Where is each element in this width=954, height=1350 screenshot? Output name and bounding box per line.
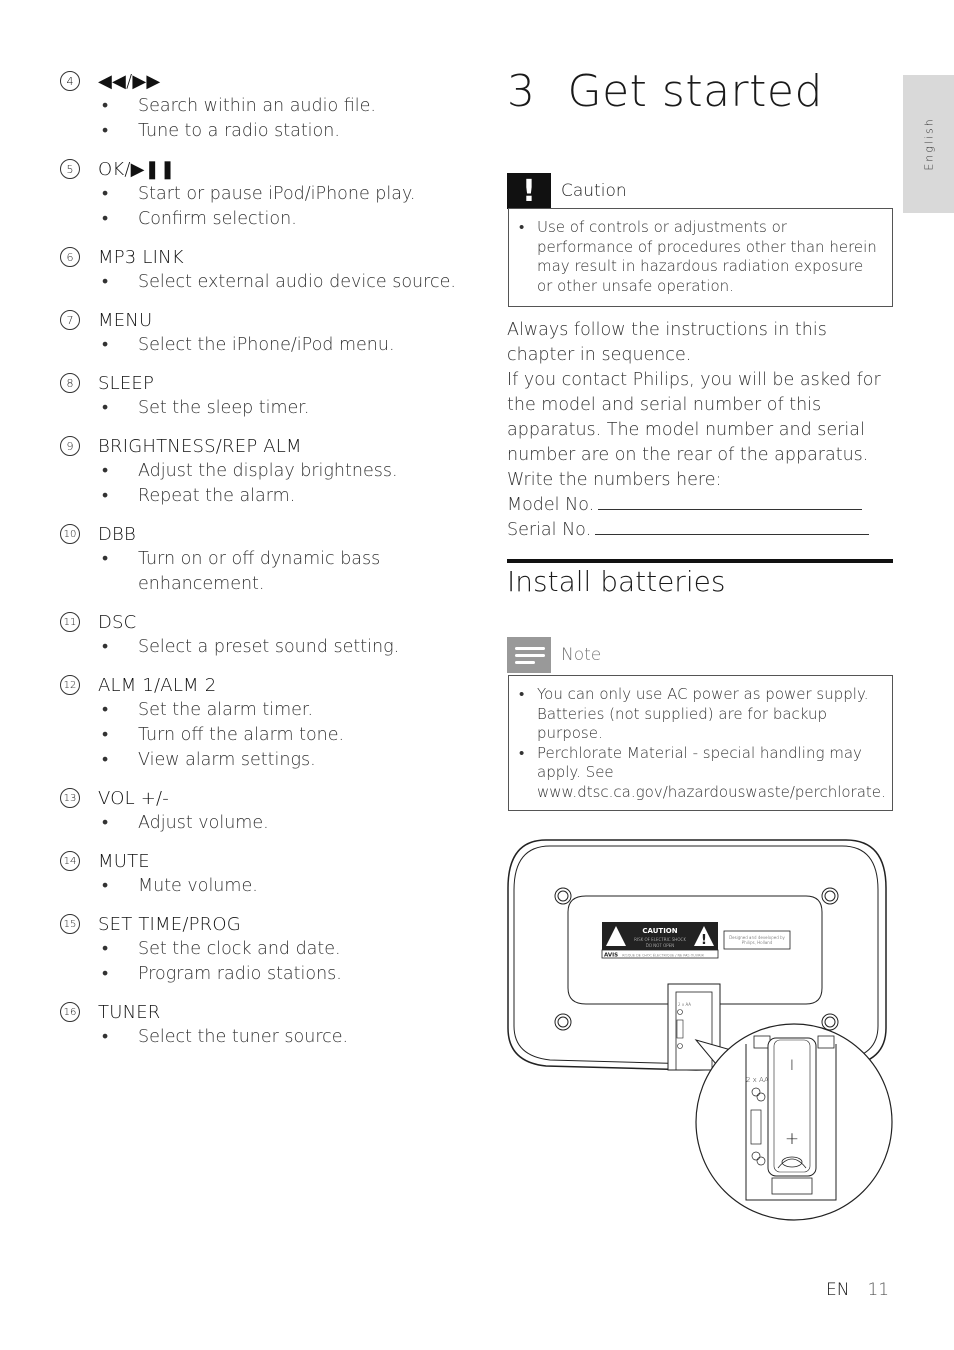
function-item-13 <box>60 785 480 836</box>
serial-number-label: Serial No. <box>507 520 592 540</box>
battery-text-small: 2 x AA <box>678 1002 692 1007</box>
note-item: • You can only use AC power as power supply. Batteries (not supplied) are for backup purpose. <box>537 685 880 744</box>
item-title: MUTE <box>98 850 150 872</box>
function-item-15 <box>60 911 480 987</box>
function-item-8 <box>60 370 480 421</box>
note-lines-icon <box>507 637 551 673</box>
caution-box <box>508 208 893 307</box>
designed-label-line1: Designed and developed by <box>729 935 785 940</box>
screw-hole <box>822 888 838 904</box>
item-title: DSC <box>98 611 137 633</box>
function-item-5 <box>60 156 480 232</box>
bullet-item: • Select a preset sound setting. <box>138 635 480 660</box>
item-number-circle: 7 <box>60 310 80 330</box>
item-bullets <box>60 459 480 509</box>
battery-text-zoom: 2 x AA <box>746 1076 769 1084</box>
item-bullets <box>60 94 480 144</box>
item-number-circle: 5 <box>60 159 80 179</box>
item-title: DBB <box>98 523 137 545</box>
item-number-circle: 8 <box>60 373 80 393</box>
bullet-item: • Turn off the alarm tone. <box>138 723 480 748</box>
bullet-item: • Select the tuner source. <box>138 1025 480 1050</box>
bullet-item: • Select external audio device source. <box>138 270 480 295</box>
screw-hole <box>555 1014 571 1030</box>
note-list <box>537 685 886 802</box>
section-title: Install batteries <box>507 565 726 598</box>
item-number-circle: 10 <box>60 524 80 544</box>
note-box <box>508 675 893 811</box>
bullet-item: • Start or pause iPod/iPhone play. <box>138 182 480 207</box>
note-header <box>507 637 601 673</box>
bullet-item: • Adjust the display brightness. <box>138 459 480 484</box>
footer-lang: EN <box>826 1280 850 1300</box>
item-title: VOL +/- <box>98 787 169 809</box>
item-number-circle: 9 <box>60 436 80 456</box>
serial-number-line <box>507 518 897 543</box>
item-bullets <box>60 547 480 597</box>
bullet-item: • Turn on or off dynamic bass enhancement. <box>138 547 480 597</box>
function-item-11 <box>60 609 480 660</box>
item-title: MP3 LINK <box>98 246 184 268</box>
bullet-item: • Adjust volume. <box>138 811 480 836</box>
function-item-6 <box>60 244 480 295</box>
item-title: ALM 1/ALM 2 <box>98 674 217 696</box>
chapter-title-text: Get started <box>567 66 823 117</box>
screw-hole <box>822 1014 838 1030</box>
button-function-list <box>60 68 480 1062</box>
item-bullets <box>60 182 480 232</box>
bullet-item: • Select the iPhone/iPod menu. <box>138 333 480 358</box>
item-bullets <box>60 1025 480 1050</box>
battery-plus-mark: + <box>784 1129 800 1149</box>
label-caution-sub1: RISK OF ELECTRIC SHOCK <box>634 937 686 942</box>
function-item-7 <box>60 307 480 358</box>
item-title: MENU <box>98 309 153 331</box>
label-avis-text: RISQUE DE CHOC ÉLECTRIQUE / NE PAS OUVRIR <box>622 953 704 958</box>
chapter-number: 3 <box>507 66 536 117</box>
intro-text <box>507 318 897 543</box>
model-number-label: Model No. <box>507 495 595 515</box>
item-title: TUNER <box>98 1001 161 1023</box>
caution-label-graphic <box>602 922 718 959</box>
item-bullets <box>60 333 480 358</box>
page-number: 11 <box>867 1280 890 1300</box>
caution-header <box>507 173 627 209</box>
language-tab <box>903 75 954 213</box>
bullet-item: • View alarm settings. <box>138 748 480 773</box>
intro-paragraph-1: Always follow the instructions in this chapter in sequence. <box>507 320 827 365</box>
item-number-circle: 4 <box>60 71 80 91</box>
item-number-circle: 14 <box>60 851 80 871</box>
item-title: BRIGHTNESS/REP ALM <box>98 435 302 457</box>
item-title: SET TIME/PROG <box>98 913 241 935</box>
item-number-circle: 12 <box>60 675 80 695</box>
item-bullets <box>60 811 480 836</box>
item-number-circle: 11 <box>60 612 80 632</box>
caution-label: Caution <box>561 181 627 201</box>
label-caution-sub2: DO NOT OPEN <box>645 943 675 948</box>
item-bullets <box>60 937 480 987</box>
designed-label-line2: Philips, Holland <box>741 940 773 945</box>
note-item: • Perchlorate Material - special handling may apply. See www.dtsc.ca.gov/hazardouswaste/perchlorate. <box>537 744 880 803</box>
item-title: ◀◀/▶▶ <box>98 70 161 92</box>
chapter-title <box>507 66 823 117</box>
item-bullets <box>60 635 480 660</box>
function-item-10 <box>60 521 480 597</box>
function-item-14 <box>60 848 480 899</box>
bullet-item: • Repeat the alarm. <box>138 484 480 509</box>
model-number-blank <box>598 495 862 510</box>
bullet-item: • Set the sleep timer. <box>138 396 480 421</box>
section-rule <box>507 559 893 563</box>
caution-item: • Use of controls or adjustments or performance of procedures other than herein may result in hazardous radiation exposure or other unsafe operation. <box>537 218 880 296</box>
exclamation-icon: ! <box>507 173 551 209</box>
bullet-item: • Set the clock and date. <box>138 937 480 962</box>
label-avis: AVIS <box>604 952 619 959</box>
caution-list <box>537 218 880 296</box>
svg-text:!: ! <box>701 933 707 948</box>
item-bullets <box>60 874 480 899</box>
item-bullets <box>60 396 480 421</box>
item-number-circle: 15 <box>60 914 80 934</box>
function-item-16 <box>60 999 480 1050</box>
item-bullets <box>60 270 480 295</box>
item-bullets <box>60 698 480 773</box>
item-number-circle: 16 <box>60 1002 80 1022</box>
intro-paragraph-2: If you contact Philips, you will be asked for the model and serial number of this apparatus. The model number and serial number are on the rear of the apparatus. Write the numbers here: <box>507 370 881 490</box>
note-label: Note <box>561 645 602 665</box>
item-title: OK/▶❚❚ <box>98 158 176 180</box>
screw-hole <box>555 888 571 904</box>
bullet-item: • Search within an audio file. <box>138 94 480 119</box>
item-number-circle: 6 <box>60 247 80 267</box>
function-item-12 <box>60 672 480 773</box>
item-number-circle: 13 <box>60 788 80 808</box>
function-item-9 <box>60 433 480 509</box>
bullet-item: • Confirm selection. <box>138 207 480 232</box>
serial-number-blank <box>595 520 869 535</box>
bullet-item: • Tune to a radio station. <box>138 119 480 144</box>
bullet-item: • Set the alarm timer. <box>138 698 480 723</box>
function-item-4 <box>60 68 480 144</box>
item-title: SLEEP <box>98 372 155 394</box>
bullet-item: • Mute volume. <box>138 874 480 899</box>
model-number-line <box>507 493 897 518</box>
battery-minus-mark: I <box>789 1058 795 1074</box>
battery-installation-illustration <box>506 838 898 1224</box>
language-tab-label: English <box>922 117 935 171</box>
page-footer <box>826 1280 889 1300</box>
bullet-item: • Program radio stations. <box>138 962 480 987</box>
label-caution-text: CAUTION <box>642 927 678 935</box>
